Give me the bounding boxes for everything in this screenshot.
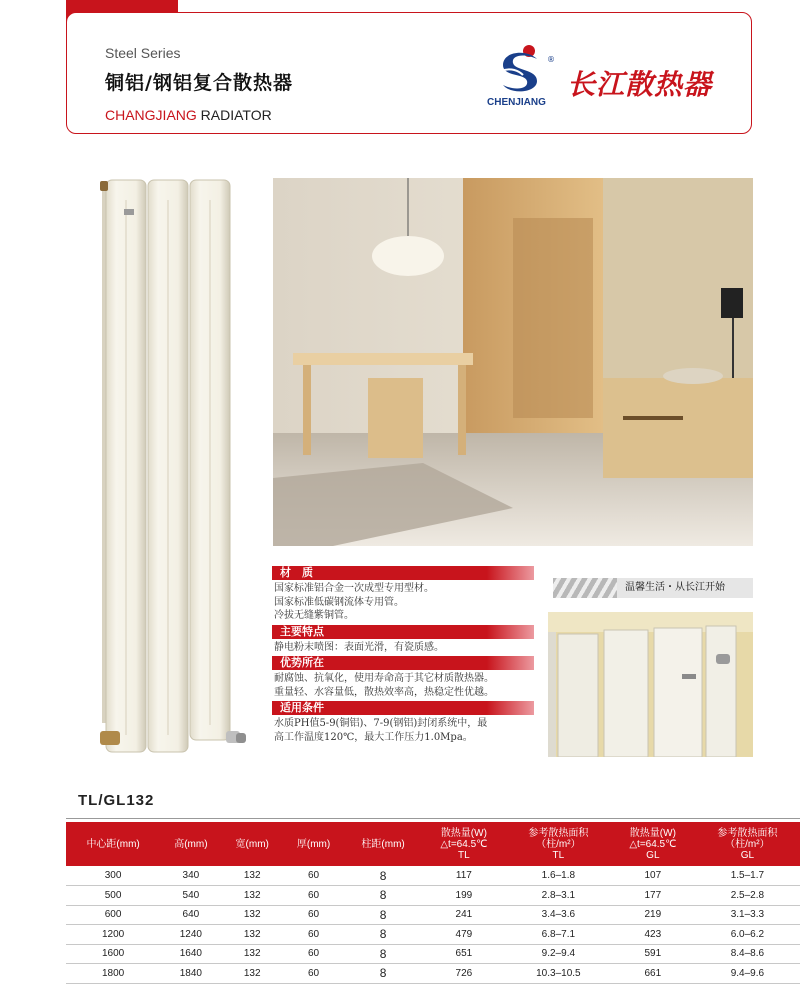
table-cell: 540 [160, 886, 221, 906]
table-row [66, 905, 800, 925]
table-cell: 8 [344, 866, 422, 886]
table-cell: 60 [283, 866, 344, 886]
model-number: TL/GL132 [78, 792, 155, 809]
table-cell: 1200 [66, 925, 160, 945]
feature-heading: 材 质 [272, 566, 534, 580]
table-cell: 640 [160, 905, 221, 925]
table-row [66, 925, 800, 945]
feature-heading: 适用条件 [272, 701, 534, 715]
feature-line: 国家标准低碳钢流体专用管。 [274, 596, 404, 608]
page-title-cn: 铜铝/钢铝复合散热器 [105, 72, 293, 94]
table-cell: 60 [283, 925, 344, 945]
col-header-area-tl: 参考散热面积 （柱/m²） TL [506, 822, 611, 866]
col-header-height: 高(mm) [160, 822, 221, 866]
table-cell: 10.3–10.5 [506, 964, 611, 984]
table-cell: 423 [611, 925, 695, 945]
col-header-area-gl: 参考散热面积 （柱/m²） GL [695, 822, 800, 866]
slogan-text: 温馨生活・从长江开始 [617, 578, 753, 598]
table-cell: 132 [222, 886, 283, 906]
feature-characteristics [272, 625, 534, 655]
table-cell: 8 [344, 886, 422, 906]
feature-heading: 主要特点 [272, 625, 534, 639]
feature-line: 国家标准铝合金一次成型专用型材。 [274, 583, 434, 594]
feature-conditions [272, 701, 534, 744]
table-cell: 3.1–3.3 [695, 905, 800, 925]
table-cell: 60 [283, 944, 344, 964]
table-cell: 1640 [160, 944, 221, 964]
feature-advantages [272, 656, 534, 699]
table-cell: 479 [422, 925, 506, 945]
registered-mark: ® [547, 55, 555, 64]
table-row [66, 866, 800, 886]
table-cell: 340 [160, 866, 221, 886]
radiator-product-image [80, 175, 250, 765]
feature-heading: 优势所在 [272, 656, 534, 670]
radiator-detail-photo [548, 612, 753, 757]
col-header-column-pitch: 柱距(mm) [344, 822, 422, 866]
interior-room-photo [273, 178, 753, 546]
table-cell: 9.2–9.4 [506, 944, 611, 964]
features-list [272, 566, 534, 746]
table-row [66, 944, 800, 964]
table-cell: 8 [344, 964, 422, 984]
table-cell: 1800 [66, 964, 160, 984]
table-cell: 8 [344, 944, 422, 964]
table-cell: 8 [344, 925, 422, 945]
feature-line: 高工作温度120℃，最大工作压力1.0Mpa。 [274, 731, 473, 743]
model-divider [66, 818, 800, 819]
table-cell: 8 [344, 905, 422, 925]
col-header-width: 宽(mm) [222, 822, 283, 866]
table-cell: 6.8–7.1 [506, 925, 611, 945]
table-cell: 2.5–2.8 [695, 886, 800, 906]
specs-table [66, 822, 800, 984]
col-header-center-distance: 中心距(mm) [66, 822, 160, 866]
table-header-row [66, 822, 800, 866]
table-cell: 132 [222, 866, 283, 886]
table-row [66, 886, 800, 906]
brand-logo-icon [497, 41, 545, 95]
table-cell: 199 [422, 886, 506, 906]
table-cell: 726 [422, 964, 506, 984]
table-cell: 661 [611, 964, 695, 984]
table-cell: 1600 [66, 944, 160, 964]
feature-line: 静电粉末喷图：表面光滑，有瓷质感。 [274, 641, 444, 653]
table-cell: 3.4–3.6 [506, 905, 611, 925]
table-cell: 8.4–8.6 [695, 944, 800, 964]
col-header-heat-output-tl: 散热量(W) △t=64.5℃ TL [422, 822, 506, 866]
table-cell: 300 [66, 866, 160, 886]
col-header-thickness: 厚(mm) [283, 822, 344, 866]
table-cell: 60 [283, 886, 344, 906]
table-cell: 107 [611, 866, 695, 886]
title-en-rest: RADIATOR [196, 107, 272, 123]
feature-material [272, 566, 534, 623]
table-cell: 60 [283, 905, 344, 925]
page-title-en [105, 107, 272, 123]
table-cell: 60 [283, 964, 344, 984]
table-cell: 132 [222, 964, 283, 984]
table-cell: 651 [422, 944, 506, 964]
table-cell: 1840 [160, 964, 221, 984]
table-row [66, 964, 800, 984]
feature-line: 冷拔无缝紫铜管。 [274, 610, 354, 621]
table-cell: 219 [611, 905, 695, 925]
table-cell: 9.4–9.6 [695, 964, 800, 984]
table-cell: 177 [611, 886, 695, 906]
logo-text: CHENJIANG [487, 97, 546, 108]
table-cell: 117 [422, 866, 506, 886]
table-cell: 132 [222, 944, 283, 964]
table-cell: 2.8–3.1 [506, 886, 611, 906]
table-cell: 600 [66, 905, 160, 925]
title-en-brand: CHANGJIANG [105, 107, 197, 123]
table-cell: 1.6–1.8 [506, 866, 611, 886]
table-cell: 132 [222, 925, 283, 945]
table-cell: 6.0–6.2 [695, 925, 800, 945]
series-label: Steel Series [105, 45, 181, 61]
header-frame [66, 12, 752, 134]
col-header-heat-output-gl: 散热量(W) △t=64.5℃ GL [611, 822, 695, 866]
feature-line: 耐腐蚀、抗氧化，使用寿命高于其它材质散热器。 [274, 673, 494, 684]
brand-name-cn: 长江散热器 [567, 68, 713, 101]
table-cell: 500 [66, 886, 160, 906]
table-cell: 241 [422, 905, 506, 925]
table-cell: 132 [222, 905, 283, 925]
table-cell: 591 [611, 944, 695, 964]
feature-line: 水质PH值5-9(铜铝)、7-9(钢铝)封闭系统中，最 [274, 718, 488, 729]
feature-line: 重量轻、水容量低，散热效率高，热稳定性优越。 [274, 686, 494, 698]
table-cell: 1.5–1.7 [695, 866, 800, 886]
table-cell: 1240 [160, 925, 221, 945]
